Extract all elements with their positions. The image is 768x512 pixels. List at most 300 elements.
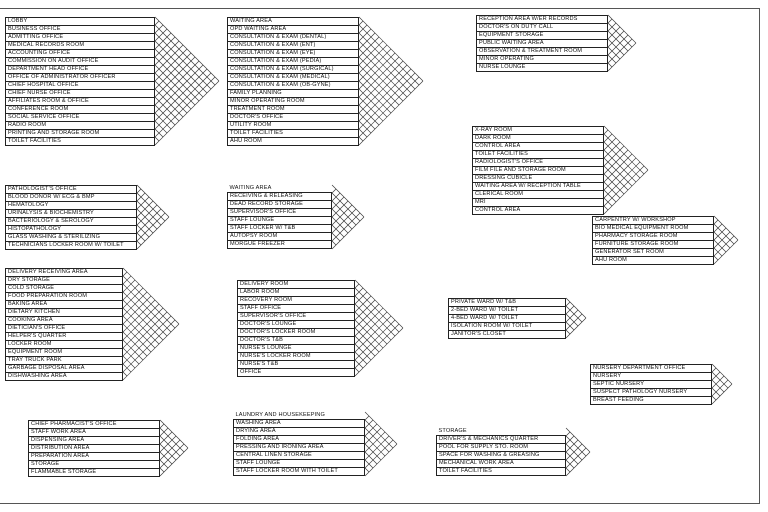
matrix-line bbox=[359, 61, 403, 105]
matrix-line bbox=[123, 372, 127, 376]
group-title: CARPENTRY W/ WORKSHOP bbox=[593, 217, 714, 225]
matrix-line bbox=[355, 304, 391, 340]
room-label: CHIEF HOSPITAL OFFICE bbox=[6, 82, 155, 90]
room-row bbox=[6, 34, 155, 42]
room-label: DRESSING CUBICLE bbox=[473, 175, 604, 183]
matrix-line bbox=[137, 205, 157, 225]
matrix-line bbox=[355, 316, 391, 352]
room-label: OFFICE OF ADMINISTRATOR OFFICER bbox=[6, 74, 155, 82]
room-row bbox=[437, 436, 566, 444]
room-label: HELPER'S QUARTER bbox=[6, 333, 123, 341]
group-lobby bbox=[5, 17, 155, 146]
room-row bbox=[6, 122, 155, 130]
room-row bbox=[29, 453, 160, 461]
room-row bbox=[473, 159, 604, 167]
room-row bbox=[6, 50, 155, 58]
room-row bbox=[228, 58, 359, 66]
matrix-line bbox=[604, 146, 624, 166]
room-row bbox=[234, 460, 365, 468]
room-row bbox=[449, 331, 566, 339]
room-row bbox=[234, 428, 365, 436]
matrix-line bbox=[604, 162, 640, 198]
room-label: FLAMMABLE STORAGE bbox=[29, 469, 160, 477]
room-row bbox=[29, 429, 160, 437]
room-label: MECHANICAL WORK AREA bbox=[437, 460, 566, 468]
room-label: DARK ROOM bbox=[473, 135, 604, 143]
matrix-line bbox=[160, 424, 164, 428]
room-row bbox=[228, 50, 359, 58]
matrix-line bbox=[137, 189, 141, 193]
matrix-line bbox=[359, 73, 395, 109]
room-label: DIETICIAN'S OFFICE bbox=[6, 325, 123, 333]
matrix-line bbox=[155, 69, 207, 121]
matrix-line bbox=[359, 77, 419, 137]
room-label: TRAY TRUCK PARK bbox=[6, 357, 123, 365]
room-row bbox=[6, 114, 155, 122]
group-title: DELIVERY RECEIVING AREA bbox=[6, 269, 123, 277]
room-label: LOCKER ROOM bbox=[6, 341, 123, 349]
room-label: WAITING AREA W/ RECEPTION TABLE bbox=[473, 183, 604, 191]
room-row bbox=[228, 82, 359, 90]
matrix-line bbox=[365, 468, 369, 472]
room-row bbox=[477, 56, 608, 64]
room-label: CLERICAL ROOM bbox=[473, 191, 604, 199]
group-xray bbox=[472, 126, 604, 215]
room-row bbox=[228, 130, 359, 138]
room-row bbox=[6, 365, 123, 373]
matrix-line bbox=[332, 213, 360, 241]
room-label: FAMILY PLANNING bbox=[228, 90, 359, 98]
room-label: HISTOPATHOLOGY bbox=[6, 226, 137, 234]
room-row bbox=[591, 381, 712, 389]
room-label: SOCIAL SERVICE OFFICE bbox=[6, 114, 155, 122]
room-label: GARBAGE DISPOSAL AREA bbox=[6, 365, 123, 373]
room-list bbox=[436, 428, 566, 476]
matrix-line bbox=[359, 21, 363, 25]
matrix-line bbox=[712, 368, 716, 372]
room-row bbox=[593, 257, 714, 265]
room-row bbox=[6, 210, 137, 218]
room-row bbox=[6, 66, 155, 74]
room-label: JANITOR'S CLOSET bbox=[449, 331, 566, 339]
room-label: CONSULTATION & EXAM (PEDIA) bbox=[228, 58, 359, 66]
room-label: PREPARATION AREA bbox=[29, 453, 160, 461]
matrix-line bbox=[155, 73, 191, 109]
room-label: BIO MEDICAL EQUIPMENT ROOM bbox=[593, 225, 714, 233]
room-label: EQUIPMENT ROOM bbox=[6, 349, 123, 357]
room-label: CONSULTATION & EXAM (EYE) bbox=[228, 50, 359, 58]
room-label: UTILITY ROOM bbox=[228, 122, 359, 130]
room-row bbox=[228, 34, 359, 42]
room-row bbox=[6, 194, 137, 202]
matrix-line bbox=[160, 440, 180, 460]
room-row bbox=[228, 225, 332, 233]
room-label: TOILET FACILITIES bbox=[228, 130, 359, 138]
room-list bbox=[5, 17, 155, 146]
room-label: NURSERY bbox=[591, 373, 712, 381]
room-row bbox=[591, 365, 712, 373]
matrix-line bbox=[155, 53, 191, 89]
matrix-line bbox=[155, 21, 159, 25]
room-row bbox=[6, 186, 137, 194]
matrix-line bbox=[566, 448, 586, 468]
matrix-line bbox=[123, 296, 151, 324]
room-row bbox=[234, 412, 365, 420]
room-row bbox=[6, 202, 137, 210]
room-label: DEPARTMENT HEAD OFFICE bbox=[6, 66, 155, 74]
matrix-line bbox=[566, 302, 570, 306]
room-label: RADIOLOGIST'S OFFICE bbox=[473, 159, 604, 167]
room-row bbox=[6, 74, 155, 82]
room-row bbox=[473, 183, 604, 191]
room-list bbox=[592, 216, 714, 265]
room-row bbox=[234, 420, 365, 428]
room-label: DEAD RECORD STORAGE bbox=[228, 201, 332, 209]
room-row bbox=[6, 333, 123, 341]
room-label: 4-BED WARD W/ TOILET bbox=[449, 315, 566, 323]
matrix-line bbox=[123, 304, 159, 340]
matrix-line bbox=[365, 440, 393, 468]
room-label: NURSE'S LOCKER ROOM bbox=[238, 353, 355, 361]
room-row bbox=[593, 233, 714, 241]
room-label: DOCTOR'S LOCKER ROOM bbox=[238, 329, 355, 337]
room-row bbox=[477, 64, 608, 72]
matrix-line bbox=[566, 432, 570, 436]
room-label: CENTRAL LINEN STORAGE bbox=[234, 452, 365, 460]
matrix-line bbox=[123, 288, 143, 308]
matrix-line bbox=[608, 19, 612, 23]
room-label: TOILET FACILITIES bbox=[437, 468, 566, 476]
room-label: STAFF WORK AREA bbox=[29, 429, 160, 437]
room-label: RECOVERY ROOM bbox=[238, 297, 355, 305]
room-row bbox=[6, 26, 155, 34]
room-label: AHU ROOM bbox=[228, 138, 359, 146]
room-row bbox=[234, 444, 365, 452]
group-title: WAITING AREA bbox=[228, 18, 359, 26]
room-list bbox=[227, 185, 332, 249]
room-label: SUPERVISOR'S OFFICE bbox=[228, 209, 332, 217]
room-label: DISTRIBUTION AREA bbox=[29, 445, 160, 453]
adjacency-matrix bbox=[712, 364, 734, 406]
room-row bbox=[6, 277, 123, 285]
room-row bbox=[228, 233, 332, 241]
room-label: TOILET FACILITIES bbox=[473, 151, 604, 159]
room-label: CHIEF NURSE OFFICE bbox=[6, 90, 155, 98]
room-label: DOCTOR'S ON DUTY CALL bbox=[477, 24, 608, 32]
room-row bbox=[238, 361, 355, 369]
room-row bbox=[591, 389, 712, 397]
adjacency-matrix bbox=[332, 185, 366, 251]
matrix-line bbox=[355, 308, 383, 336]
room-label: MEDICAL RECORDS ROOM bbox=[6, 42, 155, 50]
room-row bbox=[238, 329, 355, 337]
group-private-ward bbox=[448, 298, 566, 339]
matrix-line bbox=[608, 31, 628, 51]
matrix-line bbox=[608, 43, 636, 71]
group-title: WAITING AREA bbox=[228, 185, 332, 193]
room-row bbox=[6, 90, 155, 98]
group-morgue bbox=[227, 185, 332, 249]
room-label: MORGUE FREEZER bbox=[228, 241, 332, 249]
room-label: WASHING AREA bbox=[234, 420, 365, 428]
room-label: FURNITURE STORAGE ROOM bbox=[593, 241, 714, 249]
room-row bbox=[238, 345, 355, 353]
matrix-line bbox=[608, 63, 612, 67]
room-label: AFFILIATES ROOM & OFFICE bbox=[6, 98, 155, 106]
room-row bbox=[477, 32, 608, 40]
room-row bbox=[228, 26, 359, 34]
room-label: NURSE'S LOUNGE bbox=[238, 345, 355, 353]
room-label: DOCTOR'S T&B bbox=[238, 337, 355, 345]
room-label: NURSE'S T&B bbox=[238, 361, 355, 369]
room-row bbox=[228, 18, 359, 26]
room-row bbox=[6, 293, 123, 301]
room-label: DISPENSING AREA bbox=[29, 437, 160, 445]
group-waiting-opd bbox=[227, 17, 359, 146]
room-label: CONFERENCE ROOM bbox=[6, 106, 155, 114]
room-row bbox=[593, 241, 714, 249]
room-list bbox=[237, 280, 355, 377]
room-row bbox=[238, 281, 355, 289]
room-row bbox=[29, 437, 160, 445]
adjacency-matrix bbox=[155, 17, 221, 147]
group-storage bbox=[436, 428, 566, 476]
room-label: PRESSING AND IRONING AREA bbox=[234, 444, 365, 452]
matrix-line bbox=[155, 45, 183, 73]
room-row bbox=[6, 42, 155, 50]
room-label: MRI bbox=[473, 199, 604, 207]
adjacency-matrix bbox=[714, 216, 740, 266]
matrix-line bbox=[332, 205, 352, 225]
adjacency-matrix bbox=[608, 15, 638, 73]
matrix-line bbox=[712, 384, 732, 404]
room-label: CONSULTATION & EXAM (ENT) bbox=[228, 42, 359, 50]
room-label: GENERATOR SET ROOM bbox=[593, 249, 714, 257]
matrix-line bbox=[714, 224, 734, 244]
matrix-line bbox=[566, 436, 586, 456]
room-label: URINALYSIS & BIOCHEMISTRY bbox=[6, 210, 137, 218]
room-row bbox=[6, 58, 155, 66]
matrix-line bbox=[123, 340, 143, 360]
room-label: LABOR ROOM bbox=[238, 289, 355, 297]
matrix-line bbox=[365, 436, 385, 456]
room-row bbox=[6, 130, 155, 138]
room-row bbox=[228, 193, 332, 201]
matrix-line bbox=[365, 432, 385, 452]
room-label: FOLDING AREA bbox=[234, 436, 365, 444]
room-label: STAFF LOCKER ROOM WITH TOILET bbox=[234, 468, 365, 476]
room-row bbox=[234, 436, 365, 444]
group-title: PRIVATE WARD W/ T&B bbox=[449, 299, 566, 307]
matrix-line bbox=[604, 142, 640, 178]
room-label: DISHWASHING AREA bbox=[6, 373, 123, 381]
room-row bbox=[473, 143, 604, 151]
room-label: DOCTOR'S OFFICE bbox=[228, 114, 359, 122]
room-row bbox=[238, 321, 355, 329]
group-pathology bbox=[5, 185, 137, 250]
matrix-line bbox=[123, 292, 167, 336]
room-row bbox=[6, 106, 155, 114]
adjacency-matrix bbox=[566, 298, 588, 340]
matrix-line bbox=[332, 241, 336, 245]
room-row bbox=[6, 373, 123, 381]
group-title: STORAGE bbox=[437, 428, 566, 436]
matrix-line bbox=[604, 206, 608, 210]
room-row bbox=[449, 307, 566, 315]
group-title: NURSERY DEPARTMENT OFFICE bbox=[591, 365, 712, 373]
room-label: BLOOD DONOR W/ ECG & BMP bbox=[6, 194, 137, 202]
adjacency-matrix bbox=[137, 185, 171, 251]
room-row bbox=[6, 341, 123, 349]
room-row bbox=[473, 167, 604, 175]
matrix-line bbox=[714, 236, 734, 256]
matrix-line bbox=[137, 213, 165, 241]
matrix-line bbox=[155, 57, 199, 101]
matrix-line bbox=[359, 45, 387, 73]
room-row bbox=[228, 209, 332, 217]
room-row bbox=[238, 289, 355, 297]
matrix-line bbox=[123, 312, 167, 356]
room-row bbox=[228, 98, 359, 106]
room-label: ADMITTING OFFICE bbox=[6, 34, 155, 42]
room-label: CONTROL AREA bbox=[473, 207, 604, 215]
room-label: SPACE FOR WASHING & GREASING bbox=[437, 452, 566, 460]
room-label: OBSERVATION & TREATMENT ROOM bbox=[477, 48, 608, 56]
room-row bbox=[6, 349, 123, 357]
matrix-line bbox=[604, 130, 608, 134]
matrix-line bbox=[160, 448, 188, 476]
matrix-line bbox=[359, 105, 379, 125]
room-row bbox=[228, 138, 359, 146]
room-row bbox=[234, 468, 365, 476]
room-row bbox=[593, 217, 714, 225]
room-label: TOILET FACILITIES bbox=[6, 138, 155, 146]
room-label: RECEIVING & RELEASING bbox=[228, 193, 332, 201]
room-label: BAKING AREA bbox=[6, 301, 123, 309]
matrix-line bbox=[359, 137, 363, 141]
matrix-line bbox=[566, 298, 586, 318]
room-label: TECHNICIANS LOCKER ROOM W/ TOILET bbox=[6, 242, 137, 250]
matrix-line bbox=[604, 126, 648, 170]
room-list bbox=[5, 185, 137, 250]
room-row bbox=[6, 138, 155, 146]
room-label: AUTOPSY ROOM bbox=[228, 233, 332, 241]
room-row bbox=[234, 452, 365, 460]
room-label: 2-BED WARD W/ TOILET bbox=[449, 307, 566, 315]
room-label: OFFICE bbox=[238, 369, 355, 377]
room-label: RADIO ROOM bbox=[6, 122, 155, 130]
room-list bbox=[448, 298, 566, 339]
matrix-line bbox=[355, 324, 399, 368]
room-row bbox=[591, 373, 712, 381]
matrix-line bbox=[123, 272, 127, 276]
room-label: ACCOUNTING OFFICE bbox=[6, 50, 155, 58]
room-row bbox=[477, 48, 608, 56]
matrix-line bbox=[359, 53, 395, 89]
room-row bbox=[437, 460, 566, 468]
room-label: CONSULTATION & EXAM (MEDICAL) bbox=[228, 74, 359, 82]
group-laundry bbox=[233, 412, 365, 476]
room-row bbox=[228, 74, 359, 82]
room-row bbox=[473, 191, 604, 199]
room-row bbox=[228, 185, 332, 193]
room-row bbox=[591, 397, 712, 405]
group-dietary bbox=[5, 268, 123, 381]
room-list bbox=[5, 268, 123, 381]
room-row bbox=[6, 98, 155, 106]
room-label: BUSINESS OFFICE bbox=[6, 26, 155, 34]
matrix-line bbox=[712, 396, 716, 400]
room-label: STAFF OFFICE bbox=[238, 305, 355, 313]
matrix-line bbox=[155, 77, 215, 137]
adjacency-matrix bbox=[365, 412, 399, 478]
room-label: MINOR OPERATING bbox=[477, 56, 608, 64]
room-row bbox=[29, 461, 160, 469]
matrix-line bbox=[604, 154, 632, 182]
matrix-line bbox=[155, 37, 175, 57]
room-label: EQUIPMENT STORAGE bbox=[477, 32, 608, 40]
room-row bbox=[238, 313, 355, 321]
matrix-line bbox=[355, 284, 359, 288]
room-label: BACTERIOLOGY & SEROLOGY bbox=[6, 218, 137, 226]
matrix-line bbox=[355, 300, 375, 320]
matrix-line bbox=[123, 308, 159, 344]
room-label: MINOR OPERATING ROOM bbox=[228, 98, 359, 106]
room-row bbox=[6, 82, 155, 90]
matrix-line bbox=[155, 25, 215, 85]
room-list bbox=[227, 17, 359, 146]
room-label: SEPTIC NURSERY bbox=[591, 381, 712, 389]
adjacency-matrix bbox=[160, 420, 190, 478]
room-label: DIETARY KITCHEN bbox=[6, 309, 123, 317]
room-label: DRIVER'S & MECHANICS QUARTER bbox=[437, 436, 566, 444]
group-title: PATHOLOGIST'S OFFICE bbox=[6, 186, 137, 194]
room-row bbox=[238, 305, 355, 313]
adjacency-matrix bbox=[566, 428, 592, 478]
matrix-line bbox=[332, 209, 352, 229]
room-label: CONSULTATION & EXAM (DENTAL) bbox=[228, 34, 359, 42]
room-list bbox=[476, 15, 608, 72]
matrix-line bbox=[566, 468, 570, 472]
matrix-line bbox=[566, 318, 586, 338]
room-label: CONTROL AREA bbox=[473, 143, 604, 151]
room-row bbox=[228, 106, 359, 114]
room-label: CONSULTATION & EXAM (OB-GYNE) bbox=[228, 82, 359, 90]
matrix-line bbox=[608, 35, 628, 55]
matrix-line bbox=[160, 436, 180, 456]
room-row bbox=[238, 337, 355, 345]
group-reception bbox=[476, 15, 608, 72]
room-label: DRY STORAGE bbox=[6, 277, 123, 285]
room-row bbox=[473, 127, 604, 135]
room-row bbox=[449, 315, 566, 323]
room-label: CONSULTATION & EXAM (SURGICAL) bbox=[228, 66, 359, 74]
room-label: DRYING AREA bbox=[234, 428, 365, 436]
room-label: ISOLATION ROOM W/ TOILET bbox=[449, 323, 566, 331]
group-title: LAUNDRY AND HOUSEKEEPING bbox=[234, 412, 365, 420]
matrix-line bbox=[137, 241, 141, 245]
matrix-line bbox=[714, 220, 718, 224]
room-list bbox=[472, 126, 604, 215]
room-list bbox=[233, 412, 365, 476]
room-label: SUSPECT PATHOLOGY NURSERY bbox=[591, 389, 712, 397]
matrix-line bbox=[359, 37, 379, 57]
room-row bbox=[477, 24, 608, 32]
room-label: FILM FILE AND STORAGE ROOM bbox=[473, 167, 604, 175]
room-label: TREATMENT ROOM bbox=[228, 106, 359, 114]
room-label: PRINTING AND STORAGE ROOM bbox=[6, 130, 155, 138]
room-row bbox=[473, 151, 604, 159]
